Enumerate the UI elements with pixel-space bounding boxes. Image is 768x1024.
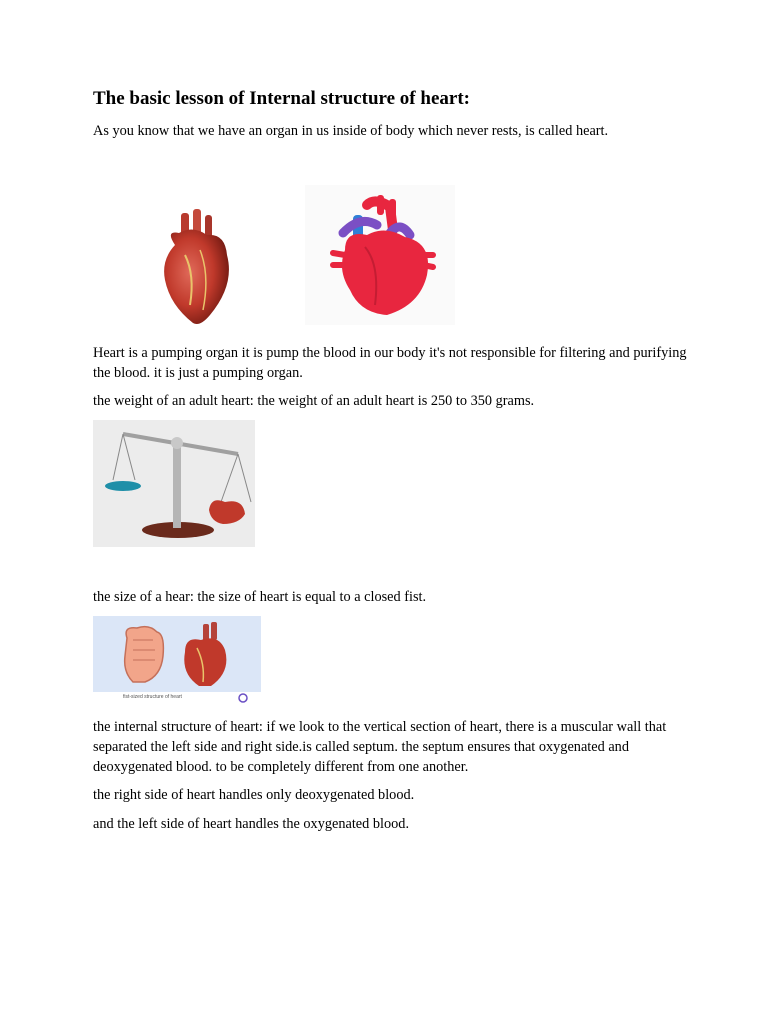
internal-structure-paragraph: the internal structure of heart: if we look to the vertical section of heart, there is a muscular wall that separated the left side and right side.is called septum. the septum ensures that oxygenated and deoxygenated blood. to be completely different from one another. bbox=[93, 719, 667, 775]
left-side-paragraph: and the left side of heart handles the oxygenated blood. bbox=[93, 816, 410, 832]
heart-weight-scale-image bbox=[93, 420, 255, 547]
page-title: The basic lesson of Internal structure of heart: bbox=[93, 88, 470, 109]
weight-paragraph: the weight of an adult heart: the weight of an adult heart is 250 to 350 grams. bbox=[93, 393, 535, 409]
intro-paragraph: As you know that we have an organ in us inside of body which never rests, is called heart. bbox=[93, 123, 609, 139]
fist-caption: fist-sized structure of heart bbox=[123, 694, 182, 700]
right-side-paragraph: the right side of heart handles only deoxygenated blood. bbox=[93, 787, 415, 803]
cartoon-heart-image bbox=[305, 185, 455, 325]
size-paragraph: the size of a hear: the size of heart is equal to a closed fist. bbox=[93, 589, 427, 605]
realistic-heart-image bbox=[155, 205, 240, 330]
pump-paragraph: Heart is a pumping organ it is pump the blood in our body it's not responsible for filtering and purifying the blood. it is just a pumping organ. bbox=[93, 345, 687, 381]
fist-heart-comparison-image bbox=[93, 616, 261, 706]
